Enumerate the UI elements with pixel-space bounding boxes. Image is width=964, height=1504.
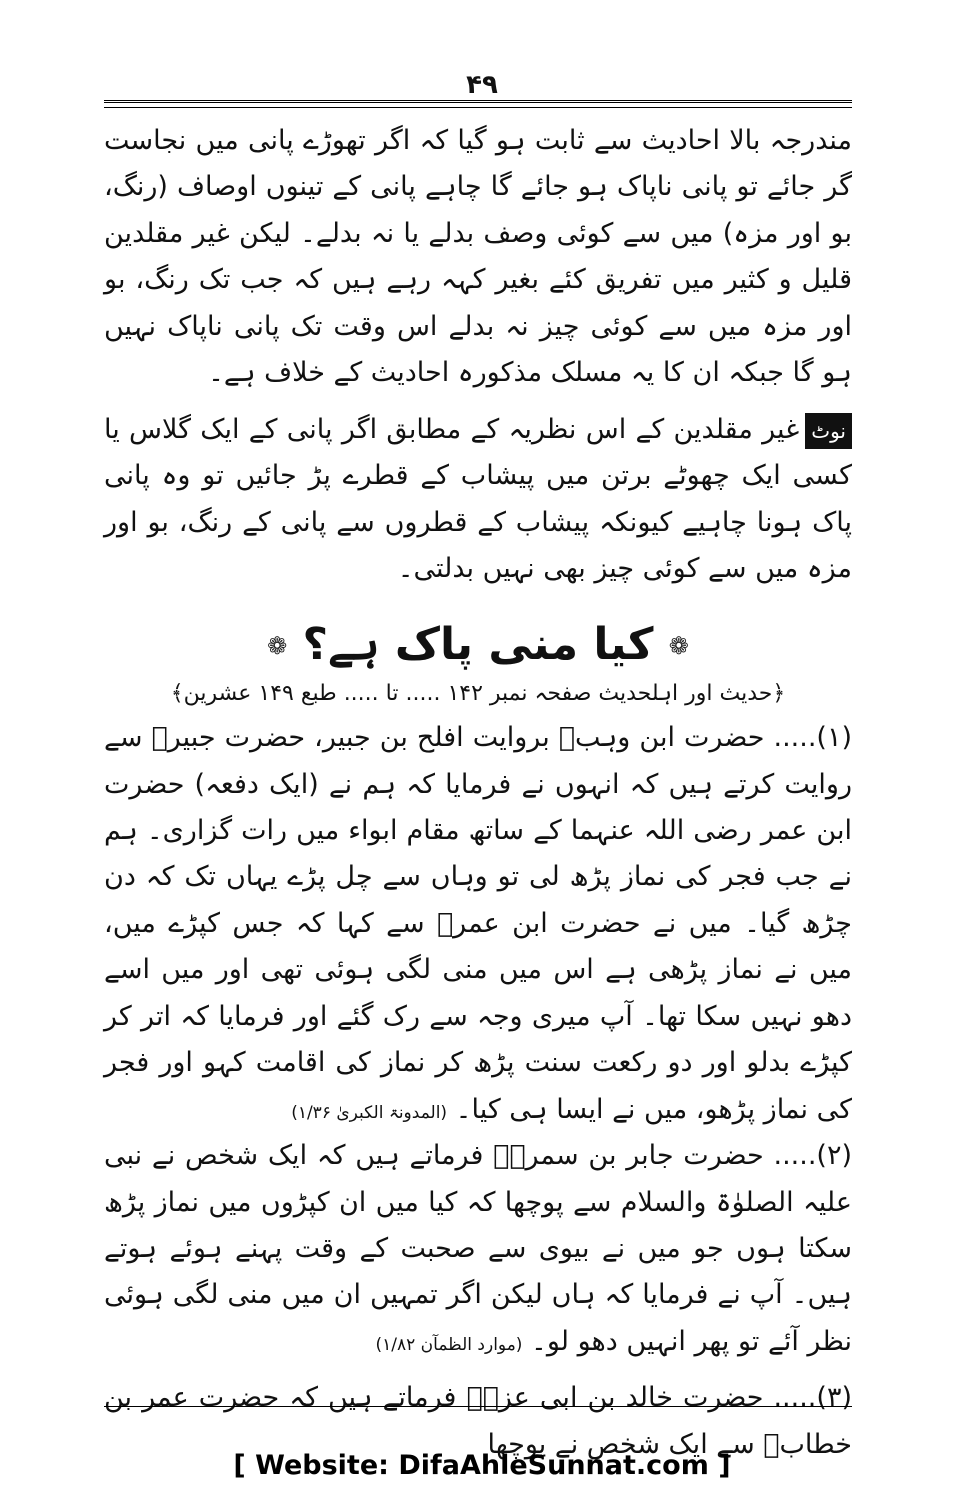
flower-ornament-icon: ❁ (668, 632, 689, 661)
intro-paragraph: مندرجہ بالا احادیث سے ثابت ہو گیا کہ اگر تھوڑے پانی میں نجاست گر جائے تو پانی ناپاک ہو جائے گا چاہے پانی کے تینوں اوصاف (رنگ، بو اور مزہ) میں سے کوئی وصف بدلے یا نہ بدلے۔ لیکن غیر مقلدین قلیل و کثیر میں تفریق کئے بغیر کہہ رہے ہیں کہ جب تک رنگ، بو اور مزہ میں سے کوئی چیز نہ بدلے اس وقت تک پانی ناپاک نہیں ہو گا جبکہ ان کا یہ مسلک مذکورہ احادیث کے خلاف ہے۔ (104, 125, 852, 389)
hadith-1-reference: (المدونۃ الکبریٰ ۱/۳۶) (291, 1102, 448, 1123)
page-body (104, 118, 852, 1468)
hadith-2-reference: (موارد الظمآن ۱/۸۲) (375, 1334, 523, 1355)
hadith-2 (104, 1133, 852, 1365)
website-footer: [ Website: DifaAhleSunnat.com ] (233, 1450, 731, 1481)
hadith-1 (104, 715, 852, 1133)
flower-ornament-icon: ❁ (267, 632, 288, 661)
note-text: غیر مقلدین کے اس نظریہ کے مطابق اگر پانی کے ایک گلاس یا کسی ایک چھوٹے برتن میں پیشاب کے قطرے پڑ جائیں تو وہ پانی پاک ہونا چاہیے کیونکہ پیشاب کے قطروں سے پانی کے رنگ، بو اور مزہ میں سے کوئی چیز بھی نہیں بدلتی۔ (104, 413, 852, 584)
hadith-3-text: (۳)..... حضرت خالد بن ابی عزۃؒ فرماتے ہیں کہ حضرت عمر بن خطابؓ سے ایک شخص نے پوچھا (104, 1382, 852, 1460)
hadith-1-text: (۱)..... حضرت ابن وہبؒ بروایت افلح بن جبیر، حضرت جبیرؒ سے روایت کرتے ہیں کہ انہوں نے فرمایا کہ ہم نے (ایک دفعہ) حضرت ابن عمر رضی اللہ عنہما کے ساتھ مقام ابواء میں رات گزاری۔ ہم نے جب فجر کی نماز پڑھ لی تو وہاں سے چل پڑے یہاں تک کہ دن چڑھ گیا۔ میں نے حضرت ابن عمرؓ سے کہا کہ جس کپڑے میں، میں نے نماز پڑھی ہے اس میں منی لگی ہوئی تھی اور میں اسے دھو نہیں سکا تھا۔ آپ میری وجہ سے رک گئے اور فرمایا کہ اتر کر کپڑے بدلو اور دو رکعت سنت پڑھ کر نماز کی اقامت کہو اور فجر کی نماز پڑھو، میں نے ایسا ہی کیا۔ (104, 722, 852, 1125)
footer-rule (104, 1406, 852, 1407)
note-paragraph (104, 407, 852, 593)
header-rule (104, 100, 852, 108)
section-heading (104, 614, 852, 676)
hadith-2-text: (۲)..... حضرت جابر بن سمرہؓ فرماتے ہیں کہ ایک شخص نے نبی علیہ الصلوٰۃ والسلام سے پوچھا کہ کیا میں ان کپڑوں میں نماز پڑھ سکتا ہوں جو میں نے بیوی سے صحبت کے وقت پہنے ہوئے ہوتے ہیں۔ آپ نے فرمایا کہ ہاں لیکن اگر تمہیں ان میں منی لگی ہوئی نظر آئے تو پھر انہیں دھو لو۔ (104, 1140, 852, 1357)
section-heading-text: کیا منی پاک ہے؟ (302, 619, 654, 671)
note-label: نوٹ (805, 413, 852, 449)
page-number: ۴۹ (466, 70, 498, 100)
section-subheading: ﴿حدیث اور اہلحدیث صفحہ نمبر ۱۴۲ ..... تا ..... طبع ۱۴۹ عشرین﴾ (170, 680, 786, 706)
